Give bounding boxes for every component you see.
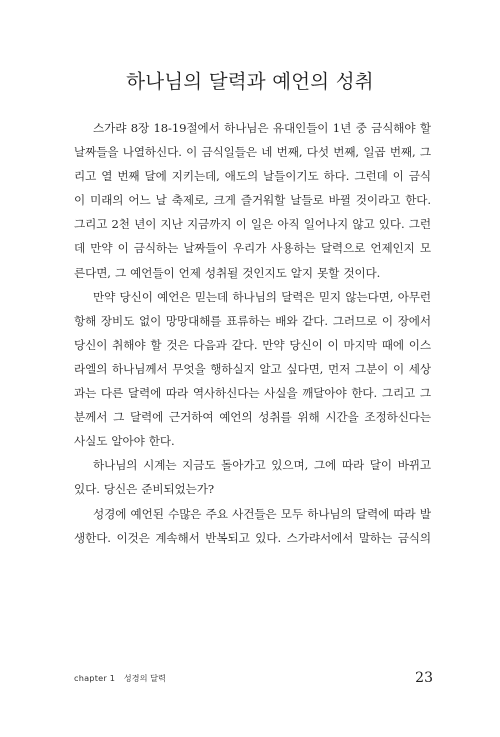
paragraph-1: 스가랴 8장 18-19절에서 하나님은 유대인들이 1년 중 금식해야 할 날짜들을 나열하신다. 이 금식일들은 네 번째, 다섯 번째, 일곱 번째, 그리고 열 번째 달에 지키는데, 애도의 날들이기도 하다. 그런데 이 금식이 미래의 어느 날 축제로, 크게 즐거워할 날들로 바뀔 것이라고 한다. 그리고 2천 년이 지난 지금까지 이 일은 아직 일어나지 않고 있다. 그런데 만약 이 금식하는 날짜들이 우리가 사용하는 달력으로 언제인지 모른다면, 그 예언들이 언제 성취될 것인지도 알지 못할 것이다. (74, 121, 431, 280)
chapter-label: chapter 1 (74, 673, 116, 683)
body-text (74, 116, 431, 550)
paragraph-3: 하나님의 시계는 지금도 돌아가고 있으며, 그에 따라 달이 바뀌고 있다. 당신은 준비되었는가? (74, 458, 431, 497)
paragraph-4: 성경에 예언된 수많은 주요 사건들은 모두 하나님의 달력에 따라 발생한다. 이것은 계속해서 반복되고 있다. 스가랴서에서 말하는 금식의 (74, 506, 431, 545)
page-number: 23 (415, 670, 433, 686)
page-title: 하나님의 달력과 예언의 성취 (126, 70, 374, 93)
paragraph-2: 만약 당신이 예언은 믿는데 하나님의 달력은 믿지 않는다면, 아무런 항해 장비도 없이 망망대해를 표류하는 배와 같다. 그러므로 이 장에서 당신이 취해야 할 것은 다음과 같다. 만약 당신이 이 마지막 때에 이스라엘의 하나님께서 무엇을 행하실지 알고 싶다면, 먼저 그분이 이 세상과는 다른 달력에 따라 역사하신다는 사실을 깨달아야 한다. 그리고 그분께서 그 달력에 근거하여 예언의 성취를 위해 시간을 조정하신다는 사실도 알아야 한다. (74, 289, 431, 449)
running-head (74, 673, 166, 684)
page-footer (74, 670, 433, 690)
chapter-title: 성경의 달력 (123, 673, 166, 683)
